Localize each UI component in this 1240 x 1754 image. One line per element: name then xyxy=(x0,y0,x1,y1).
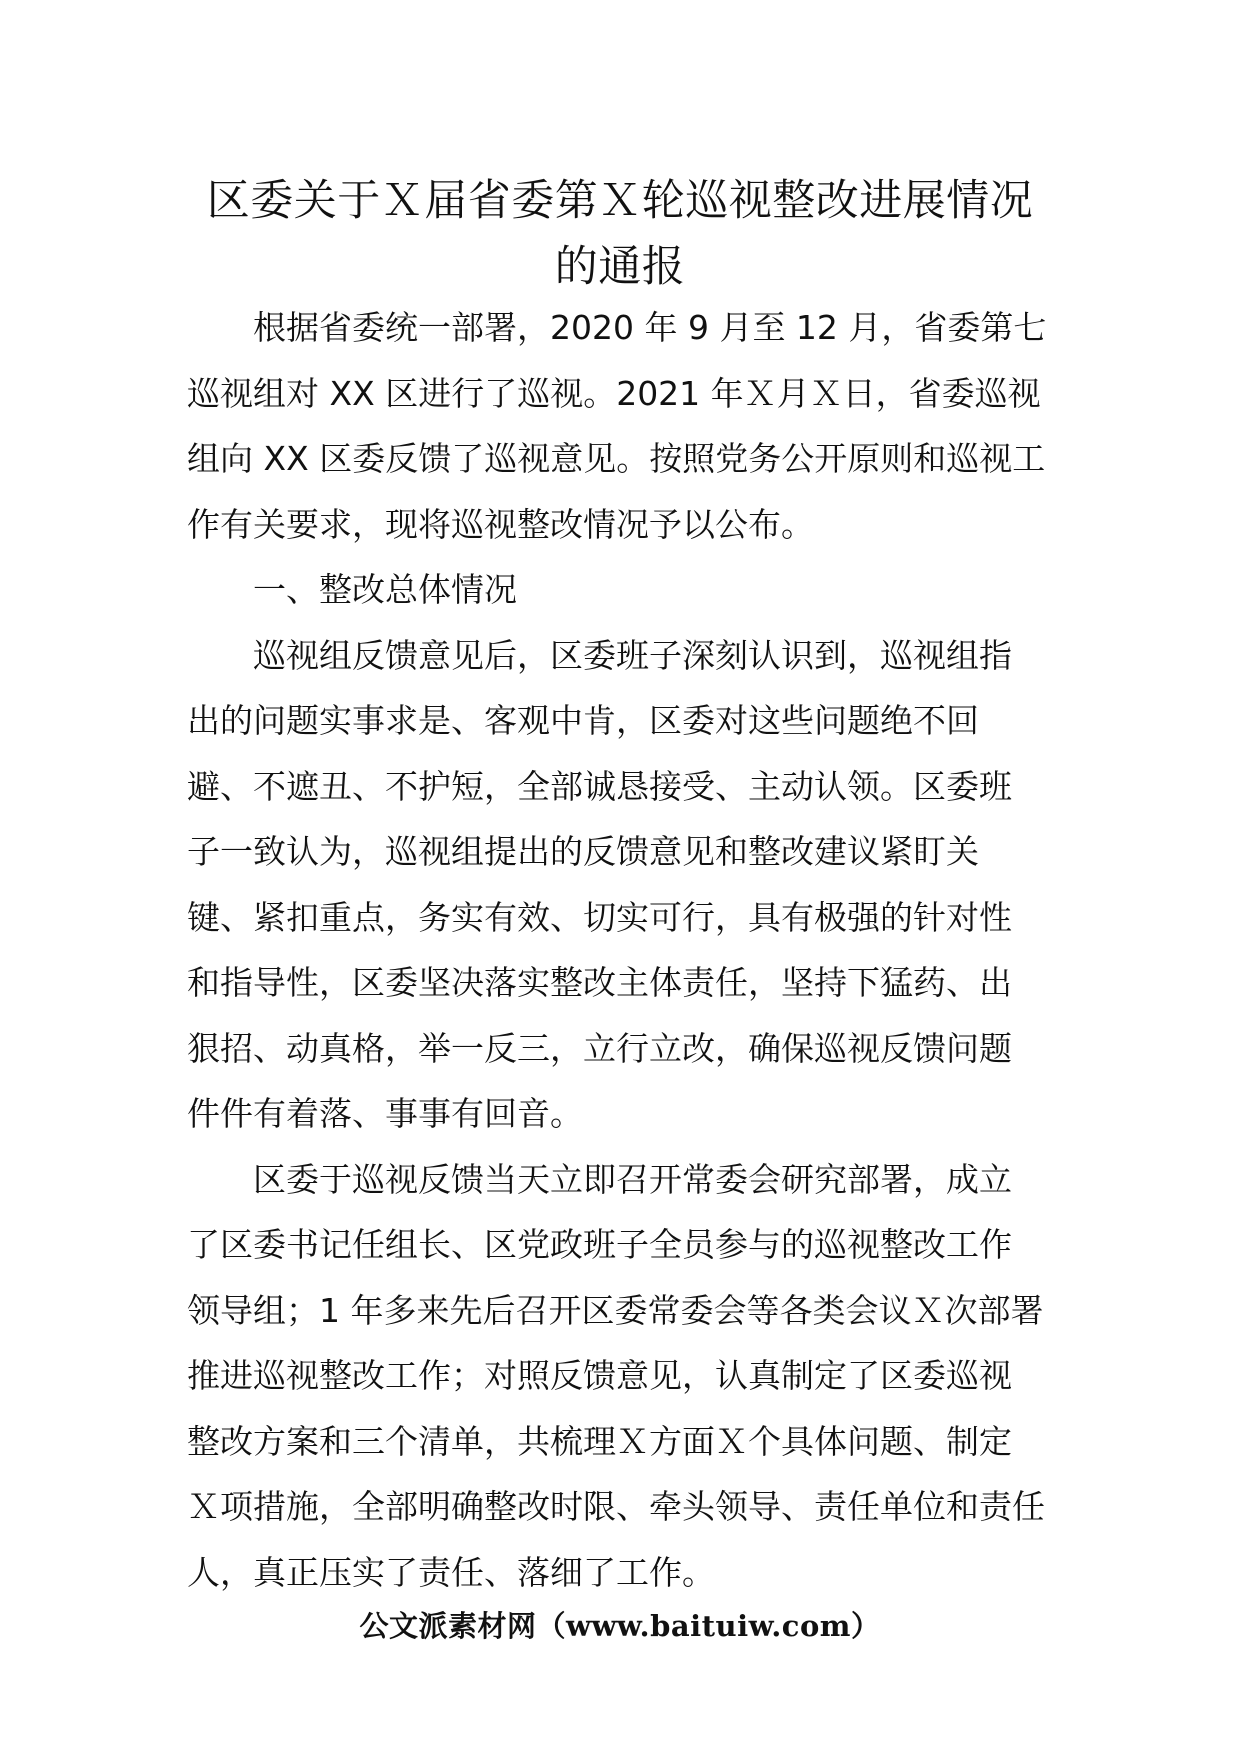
text-line: 人，真正压实了责任、落细了工作。 xyxy=(187,1552,715,1592)
text-line: 避、不遮丑、不护短，全部诚恳接受、主动认领。区委班 xyxy=(187,766,1012,806)
text-line: 巡视组对 XX 区进行了巡视。2021 年Ｘ月Ｘ日，省委巡视 xyxy=(187,373,1041,413)
text-line: 狠招、动真格，举一反三，立行立改，确保巡视反馈问题 xyxy=(187,1028,1012,1068)
text-line: Ｘ项措施，全部明确整改时限、牵头领导、责任单位和责任 xyxy=(187,1487,1045,1526)
text-line: 键、紧扣重点，务实有效、切实可行，具有极强的针对性 xyxy=(187,897,1012,937)
text-line: 推进巡视整改工作；对照反馈意见，认真制定了区委巡视 xyxy=(187,1356,1012,1395)
text-line: 出的问题实事求是、客观中肯，区委对这些问题绝不回 xyxy=(187,701,979,740)
text-line: 巡视组反馈意见后，区委班子深刻认识到，巡视组指 xyxy=(253,635,1012,675)
text-line: 根据省委统一部署，2020 年 9 月至 12 月，省委第七 xyxy=(253,308,1047,347)
text-line: 件件有着落、事事有回音。 xyxy=(187,1094,583,1133)
text-line: 整改方案和三个清单，共梳理Ｘ方面Ｘ个具体问题、制定 xyxy=(187,1421,1012,1461)
document-title xyxy=(180,168,1060,300)
text-line: 了区委书记任组长、区党政班子全员参与的巡视整改工作 xyxy=(187,1225,1012,1264)
body-paragraph xyxy=(187,1147,1057,1606)
text-line: 领导组；1 年多来先后召开区委常委会等各类会议Ｘ次部署 xyxy=(187,1290,1044,1330)
text-line: 作有关要求，现将巡视整改情况予以公布。 xyxy=(187,504,814,544)
title-line-2: 的通报 xyxy=(554,242,686,292)
document-body xyxy=(187,295,1057,1605)
text-line: 子一致认为，巡视组提出的反馈意见和整改建议紧盯关 xyxy=(187,832,979,871)
intro-paragraph xyxy=(187,295,1057,557)
text-line: 一、整改总体情况 xyxy=(253,570,517,609)
title-line-1: 区委关于Ｘ届省委第Ｘ轮巡视整改进展情况 xyxy=(206,176,1034,226)
text-line: 组向 XX 区委反馈了巡视意见。按照党务公开原则和巡视工 xyxy=(187,439,1046,478)
text-line: 区委于巡视反馈当天立即召开常委会研究部署，成立 xyxy=(253,1159,1012,1199)
text-line: 和指导性，区委坚决落实整改主体责任，坚持下猛药、出 xyxy=(187,963,1012,1002)
body-paragraph xyxy=(187,623,1057,1147)
section-heading xyxy=(187,557,1057,623)
footer-source-text: 公文派素材网（www.baituiw.com） xyxy=(359,1609,881,1643)
